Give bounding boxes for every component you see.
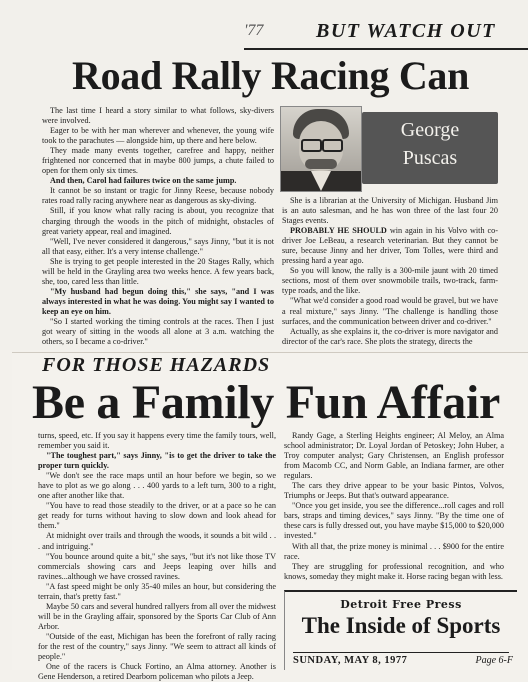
paragraph: One of the racers is Chuck Fortino, an Alma attorney. Another is Gene Henderson, a retired Dearborn policeman who pilots a Jeep.: [38, 662, 276, 682]
paragraph: Actually, as she explains it, the co-driver is more navigator and director of the car's race. She plots the strategy, directs the: [282, 326, 498, 346]
paragraph: With all that, the prize money is minimal . . . $900 for the entire race.: [284, 541, 504, 561]
paragraph: "You have to read those steadily to the driver, or at a pace so he can get ready for turns without having to slow down and look ahead for them.": [38, 501, 276, 531]
paragraph: "You bounce around quite a bit," she says, "but it's not like those TV commercials showing cars and Jeeps leaping over hills and ravines...although we have crossed ravines.: [38, 551, 276, 581]
paragraph: Randy Gage, a Sterling Heights engineer; Al Meloy, an Alma school administrator; Dr. Loyal Jordan of Petoskey; John Huber, a Troy computer analyst; Gary Christensen, an English professor from Macomb CC, and Norm Gable, an Indiana farmer, are other regulars.: [284, 431, 504, 481]
paragraph: It cannot be so instant or tragic for Jinny Reese, because nobody rates road rally racing anywhere near as dangerous as sky-diving.: [42, 186, 274, 206]
paragraph: Maybe 50 cars and several hundred rallyers from all over the midwest will be in the Grayling affair, sponsored by the Sports Car Club of Ann Arbor.: [38, 601, 276, 631]
paragraph: She is a librarian at the University of Michigan. Husband Jim is an auto salesman, and he has won three of the last four 20 Stages events.: [282, 196, 498, 226]
paragraph: "We don't see the race maps until an hour before we begin, so we have to plot as we go along . . . 400 yards to a left turn, 300 to a right, one after another like that.: [38, 471, 276, 501]
masthead-paper: Detroit Free Press: [340, 598, 462, 611]
paragraph: The last time I heard a story similar to what follows, sky-divers were involved.: [42, 106, 274, 126]
paragraph: "What we'd consider a good road would be gravel, but we have a real mixture," says Jinny. "The challenge is handling those surfaces, and the communication between driver and co-driver.": [282, 296, 498, 326]
columnist-photo: [280, 106, 362, 192]
paragraph: turns, speed, etc. If you say it happens every time the family tours, well, remember you said it.: [38, 431, 276, 451]
masthead-date: SUNDAY, MAY 8, 1977: [293, 655, 408, 666]
paragraph: They made many events together, carefree and happy, neither frightened nor concerned that in maybe 800 jumps, a chute failed to open for them only six times.: [42, 146, 274, 176]
masthead-page: Page 6-F: [475, 655, 513, 666]
paragraph: So you will know, the rally is a 300-mile jaunt with 20 timed sections, most of them over snowmobile trails, two-track, farm-type roads, and the like.: [282, 266, 498, 296]
run-in-lead: PROBABLY HE SHOULD: [290, 226, 387, 236]
headline-bottom: Be a Family Fun Affair: [32, 376, 501, 429]
kicker-rule: [244, 48, 528, 50]
paragraph: The cars they drive appear to be your basic Pintos, Volvos, Triumphs or Jeeps. But that's outward appearance.: [284, 481, 504, 501]
byline-last-name: Puscas: [402, 147, 458, 169]
paragraph: "So I started working the timing controls at the races. Then I just got weary of sitting in the woods all alone at 3 a.m. watching the others, so I became a co-driver.": [42, 316, 274, 347]
paragraph: PROBABLY HE SHOULD win again in his Volvo with co-driver Joe LeBeau, a research veterinarian. But they cannot be sure, because Jinny and her driver, Tom Tolles, were third and pressing hard a year ago.: [282, 226, 498, 266]
byline-first-name: George: [400, 119, 460, 141]
paragraph: At midnight over trails and through the woods, it sounds a bit wild . . . and intriguing.": [38, 531, 276, 551]
kicker-top: BUT WATCH OUT: [316, 20, 496, 42]
pencil-note: '77: [244, 22, 264, 39]
byline-box: [362, 112, 498, 184]
paragraph: "Once you get inside, you see the difference...roll cages and roll bars, straps and timing devices," says Jinny. "By the time one of these cars is fully dressed out, you have maybe $15,000 to $20,000 invested.": [284, 501, 504, 541]
masthead-rule: [293, 652, 509, 653]
column-1: [42, 106, 274, 347]
masthead-section: The Inside of Sports: [301, 613, 501, 638]
paragraph: "A fast speed might be only 35-40 miles an hour, but considering the terrain, that's pretty fast.": [38, 581, 276, 601]
paragraph: She is trying to get people interested in the 20 Stages Rally, which will be held in the Grayling area two weeks hence. A few years back, she, too, cared less than little.: [42, 256, 274, 286]
paragraph: And then, Carol had failures twice on the same jump.: [50, 176, 237, 186]
paragraph: Still, if you know what rally racing is about, you recognize that charging through the woods in the pitch of midnight, obstacles of great variety appear, real and imagined.: [42, 206, 274, 236]
paragraph: "Outside of the east, Michigan has been the forefront of rally racing for the rest of the country," says Jinny. "We seem to attract all kinds of people.": [38, 631, 276, 662]
column-3: [38, 431, 276, 682]
paragraph: Eager to be with her man wherever and whenever, the young wife took to the parachutes — alongside him, up there and here below.: [42, 126, 274, 146]
kicker-bottom: FOR THOSE HAZARDS: [42, 354, 271, 376]
paragraph: "The toughest part," says Jinny, "is to get the driver to take the proper turn quickly.: [38, 451, 276, 471]
paragraph: "Well, I've never considered it dangerous," says Jinny, "but it is not all that easy, either. It's a very intense challenge.": [42, 236, 274, 256]
paragraph: They are struggling for professional recognition, and who knows, someday they might make it. Horse racing began with less.: [284, 561, 504, 581]
headline-top: Road Rally Racing Can: [72, 53, 470, 98]
masthead: [284, 590, 517, 670]
paragraph: "My husband had begun doing this," she says, "and I was always interested in what he was doing. You might say I wanted to keep an eye on him.: [42, 286, 274, 316]
column-2: [282, 196, 498, 347]
column-4: [284, 431, 504, 582]
